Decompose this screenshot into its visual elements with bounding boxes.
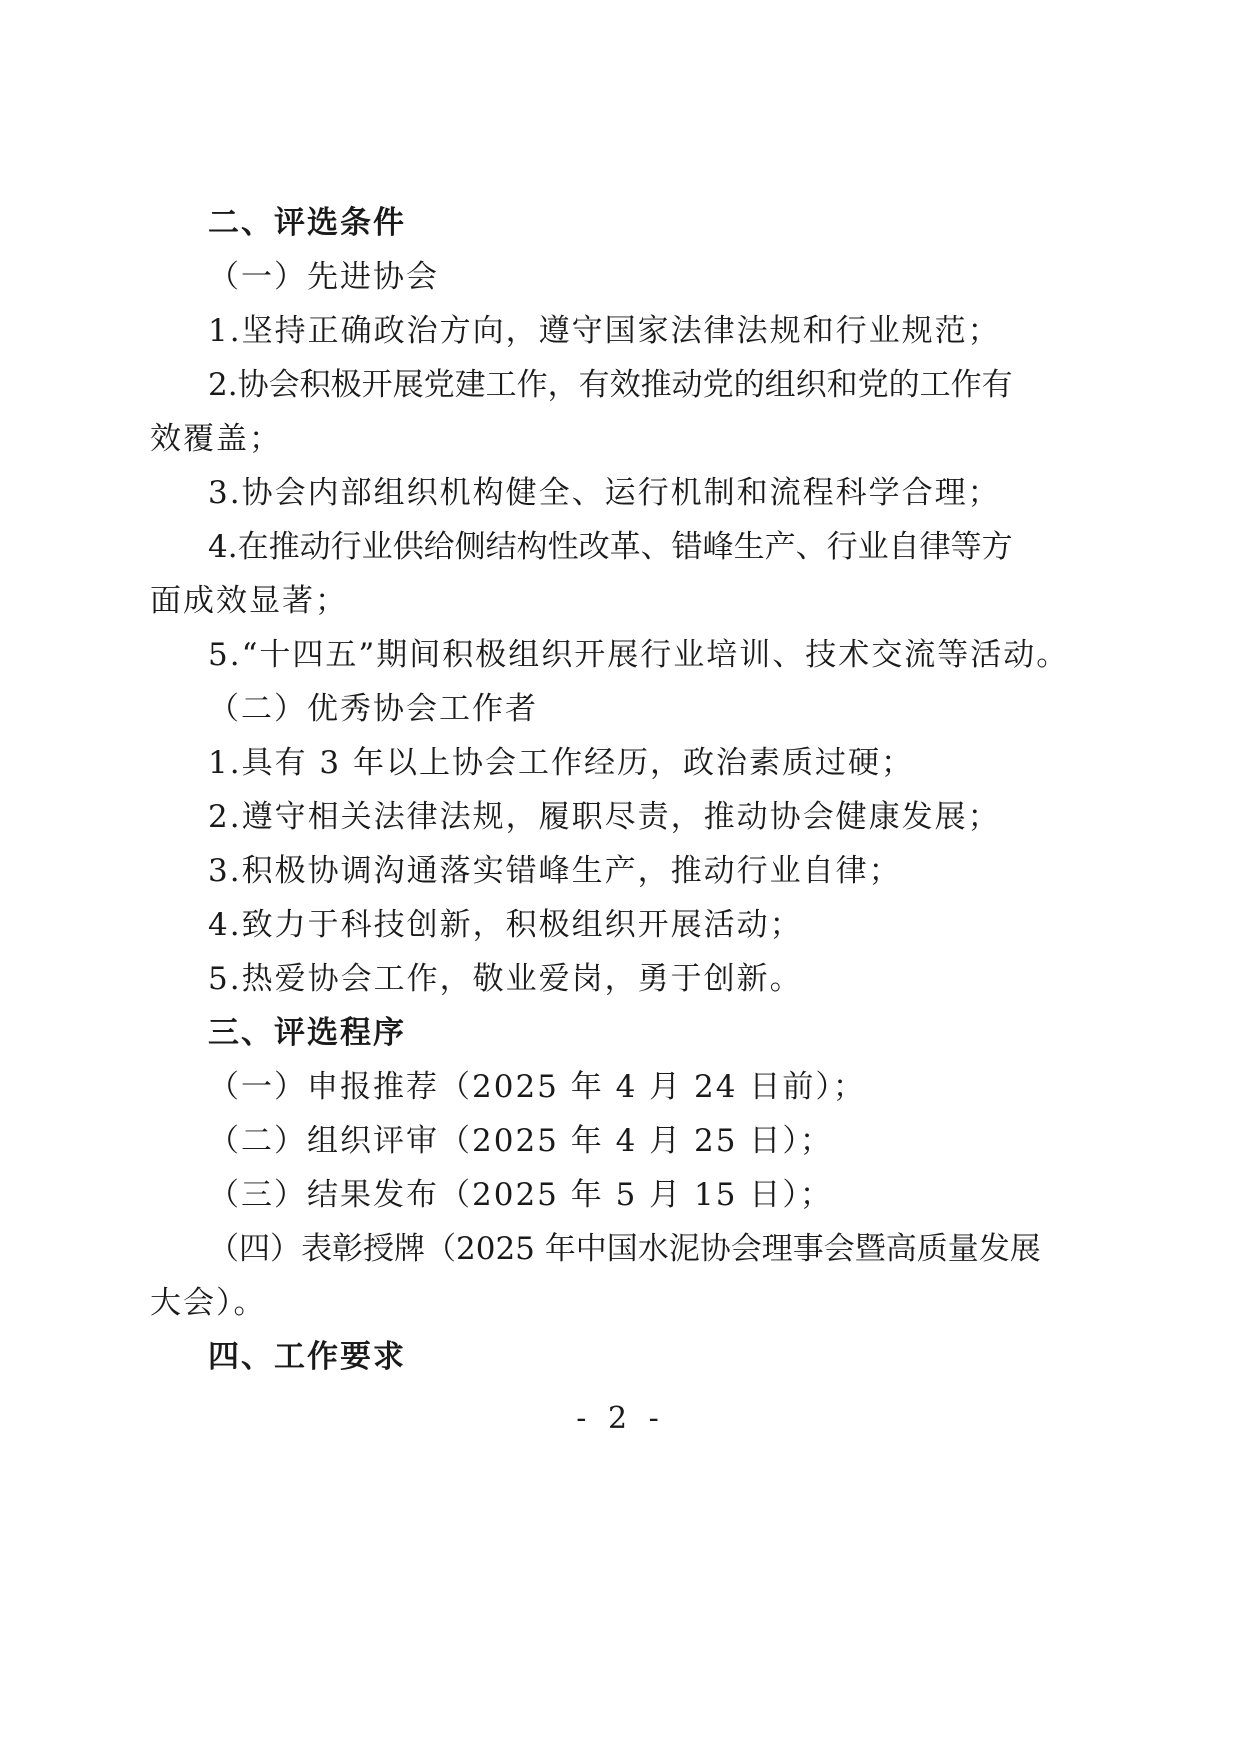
- list-item: （一）申报推荐（2025 年 4 月 24 日前）；: [208, 1069, 866, 1105]
- list-item-continuation: 大会）。: [150, 1285, 267, 1321]
- subsection-title-excellent-worker: （二）优秀协会工作者: [208, 691, 538, 727]
- list-item: 4.在推动行业供给侧结构性改革、错峰生产、行业自律等方: [208, 529, 1013, 565]
- list-item-continuation: 面成效显著；: [150, 583, 348, 619]
- list-item: （四）表彰授牌（2025 年中国水泥协会理事会暨高质量发展: [208, 1231, 1041, 1267]
- list-item: 1.坚持正确政治方向，遵守国家法律法规和行业规范；: [208, 313, 1001, 349]
- section-heading-criteria: 二、评选条件: [208, 205, 406, 241]
- subsection-title-advanced-association: （一）先进协会: [208, 259, 439, 295]
- list-item: 2.遵守相关法律法规，履职尽责，推动协会健康发展；: [208, 799, 1001, 835]
- list-item: 2.协会积极开展党建工作，有效推动党的组织和党的工作有: [208, 367, 1013, 403]
- list-item: 3.协会内部组织机构健全、运行机制和流程科学合理；: [208, 475, 1001, 511]
- list-item: （三）结果发布（2025 年 5 月 15 日）；: [208, 1177, 833, 1213]
- list-item-continuation: 效覆盖；: [150, 421, 282, 457]
- page-number: - 2 -: [576, 1401, 665, 1436]
- list-item: 3.积极协调沟通落实错峰生产，推动行业自律；: [208, 853, 902, 889]
- list-item: （二）组织评审（2025 年 4 月 25 日）；: [208, 1123, 833, 1159]
- list-item: 5.“十四五”期间积极组织开展行业培训、技术交流等活动。: [208, 637, 1070, 673]
- list-item: 1.具有 3 年以上协会工作经历，政治素质过硬；: [208, 745, 915, 781]
- list-item: 4.致力于科技创新，积极组织开展活动；: [208, 907, 803, 943]
- section-heading-procedure: 三、评选程序: [208, 1015, 406, 1051]
- section-heading-requirements: 四、工作要求: [208, 1339, 406, 1375]
- list-item: 5.热爱协会工作，敬业爱岗，勇于创新。: [208, 961, 803, 997]
